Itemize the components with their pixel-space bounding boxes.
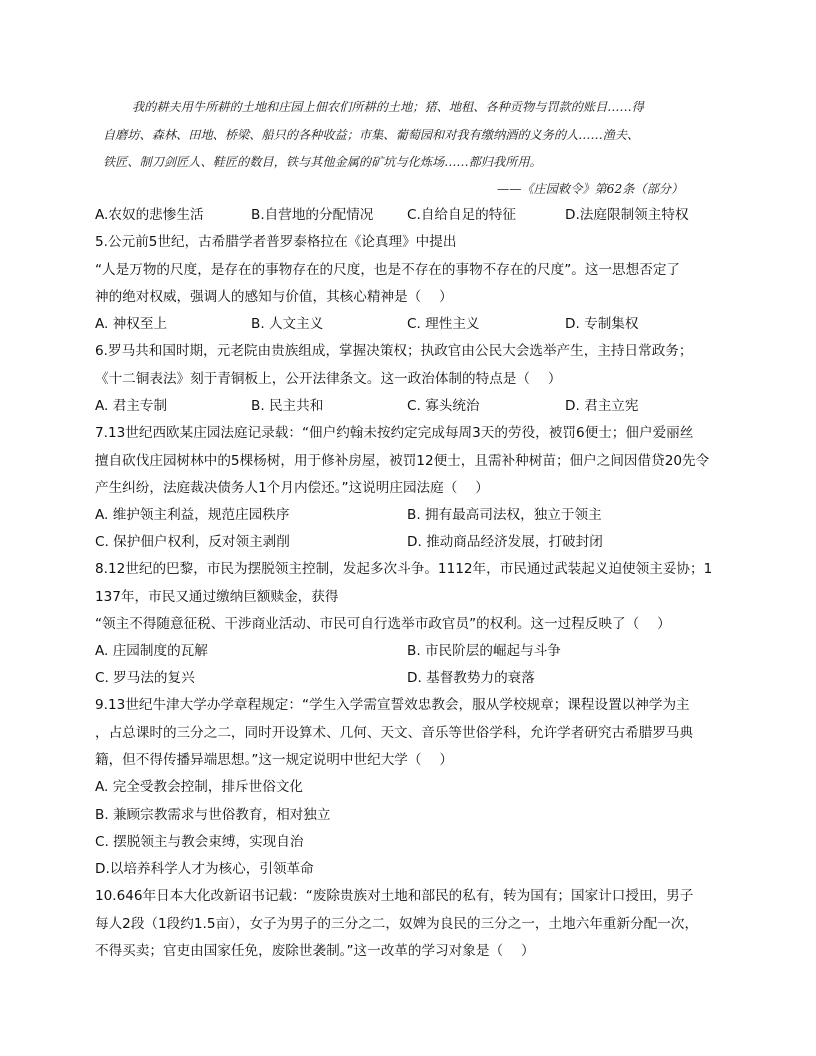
q7-option-c: C. 保护佃户权利，反对领主剥削: [95, 534, 290, 550]
q8-option-a: A. 庄园制度的瓦解: [95, 643, 208, 659]
q8-stem-3: “领主不得随意征税、干涉商业活动、市民可自行选举市政官员”的权利。这一过程反映了（ ）: [95, 616, 671, 632]
q6-option-d: D. 君主立宪: [565, 398, 639, 414]
q4-option-b: B.自营地的分配情况: [251, 207, 374, 223]
q7-stem-2: 擅自砍伐庄园树林中的5棵杨树，用于修补房屋，被罚12便士，且需补种树苗；佃户之间因借贷20先令: [95, 453, 710, 469]
q6-option-c: C. 寡头统治: [407, 398, 480, 414]
q6-stem-1: 6.罗马共和国时期，元老院由贵族组成，掌握决策权；执政官由公民大会选举产生，主持日常政务；: [95, 343, 693, 359]
q9-option-a: A. 完全受教会控制，排斥世俗文化: [95, 779, 304, 795]
q8-stem-1: 8.12世纪的巴黎，市民为摆脱领主控制，发起多次斗争。1112年，市民通过武装起义迫使领主妥协；1: [95, 561, 713, 577]
q5-option-b: B. 人文主义: [251, 316, 324, 332]
q7-option-d: D. 推动商品经济发展，打破封闭: [407, 534, 603, 550]
q8-option-b: B. 市民阶层的崛起与斗争: [407, 643, 561, 659]
q4-option-c: C.自给自足的特征: [407, 207, 516, 223]
q5-stem-1: 5.公元前5世纪，古希腊学者普罗泰格拉在《论真理》中提出: [95, 234, 457, 250]
q4-option-a: A.农奴的悲惨生活: [95, 207, 204, 223]
q8-stem-2: 137年，市民又通过缴纳巨额赎金，获得: [95, 589, 339, 605]
q10-stem-1: 10.646年日本大化改新诏书记载：“废除贵族对土地和部民的私有，转为国有；国家计口授田，男子: [95, 888, 694, 904]
q10-stem-2: 每人2段（1段约1.5亩），女子为男子的三分之二，奴婢为良民的三分之一，土地六年重新分配一次，: [95, 916, 699, 932]
q9-option-b: B. 兼顾宗教需求与世俗教育，相对独立: [95, 807, 331, 823]
q5-stem-3: 神的绝对权威，强调人的感知与价值，其核心精神是（ ）: [95, 289, 453, 305]
q10-stem-3: 不得买卖；官吏由国家任免，废除世袭制。”这一改革的学习对象是（ ）: [95, 943, 535, 959]
q8-option-d: D. 基督教势力的衰落: [407, 670, 535, 686]
q6-stem-2: 《十二铜表法》刻于青铜板上，公开法律条文。这一政治体制的特点是（ ）: [95, 371, 562, 387]
q8-option-c: C. 罗马法的复兴: [95, 670, 195, 686]
quote-line-1: 我的耕夫用牛所耕的土地和庄园上佃农们所耕的土地；猪、地租、各种贡物与罚款的账目……得: [132, 100, 644, 114]
q5-option-a: A. 神权至上: [95, 316, 168, 332]
q7-option-b: B. 拥有最高司法权，独立于领主: [407, 507, 602, 523]
q7-stem-1: 7.13世纪西欧某庄园法庭记录载：“佃户约翰未按约定完成每周3天的劳役，被罚6便士；佃户爱丽丝: [95, 425, 694, 441]
q5-option-c: C. 理性主义: [407, 316, 480, 332]
quote-line-3: 铁匠、制刀剑匠人、鞋匠的数目，铁与其他金属的矿坑与化炼场……都归我所用。: [103, 155, 542, 169]
q9-stem-1: 9.13世纪牛津大学办学章程规定：“学生入学需宣誓效忠教会，服从学校规章；课程设置以神学为主: [95, 697, 690, 713]
q6-option-a: A. 君主专制: [95, 398, 168, 414]
q6-option-b: B. 民主共和: [251, 398, 324, 414]
q9-stem-3: 籍，但不得传播异端思想。”这一规定说明中世纪大学（ ）: [95, 752, 453, 768]
q5-stem-2: “人是万物的尺度，是存在的事物存在的尺度，也是不存在的事物不存在的尺度”。这一思想否定了: [95, 262, 681, 278]
q5-option-d: D. 专制集权: [565, 316, 639, 332]
q4-option-d: D.法庭限制领主特权: [565, 207, 689, 223]
quote-source: ——《庄园敕令》第62条（部分）: [497, 182, 684, 196]
q7-stem-3: 产生纠纷，法庭裁决债务人1个月内偿还。”这说明庄园法庭（ ）: [95, 480, 489, 496]
quote-line-2: 自磨坊、森林、田地、桥梁、船只的各种收益；市集、葡萄园和对我有缴纳酒的义务的人……渔夫、: [103, 128, 640, 142]
q9-option-d: D.以培养科学人才为核心，引领革命: [95, 861, 314, 877]
q9-option-c: C. 摆脱领主与教会束缚，实现自治: [95, 834, 304, 850]
q7-option-a: A. 维护领主利益，规范庄园秩序: [95, 507, 290, 523]
q9-stem-2: ，占总课时的三分之二，同时开设算术、几何、天文、音乐等世俗学科，允许学者研究古希腊罗马典: [95, 725, 694, 741]
